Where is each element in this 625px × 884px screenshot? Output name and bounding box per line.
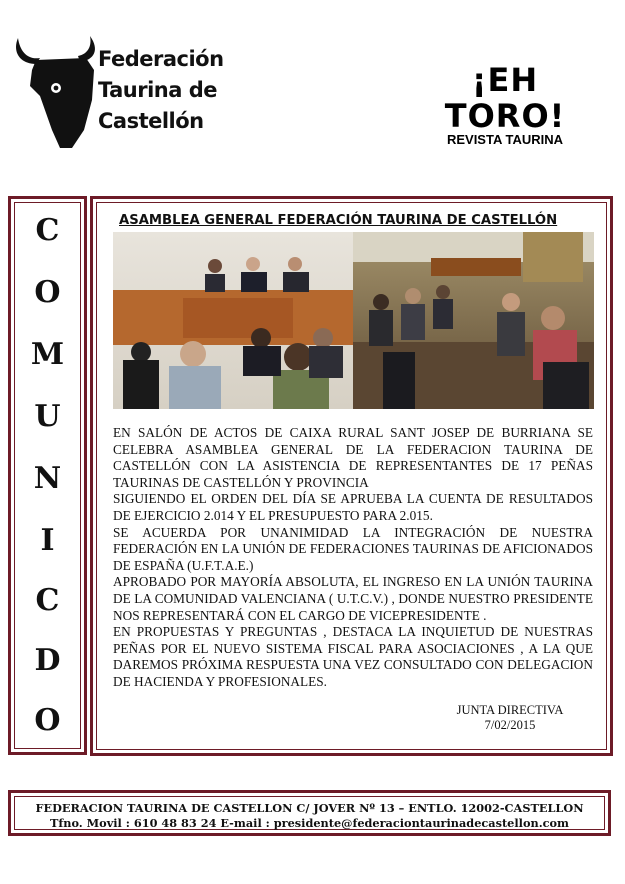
signature: JUNTA DIRECTIVA [456, 703, 564, 717]
paragraph-attendance: EN SALÓN DE ACTOS DE CAIXA RURAL SANT JOSEP DE BURRIANA SE CELEBRA ASAMBLEA GENERAL DE LA FEDERACION TAURINA DE CASTELLÓN CON LA ASISTENCIA DE REPRESENTANTES DE 17 PEÑAS TAURINAS DE CASTELLÓN Y PROVINCIA [113, 425, 593, 490]
sidebar-letter: N [33, 461, 62, 496]
paragraph-accounts: SIGUIENDO EL ORDEN DEL DÍA SE APRUEBA LA CUENTA DE RESULTADOS DE EJERCICIO 2.014 Y EL PRESUPUESTO PARA 2.015. [113, 491, 593, 523]
assembly-photo [113, 232, 594, 409]
footer-address: FEDERACION TAURINA DE CASTELLON C/ JOVER Nº 13 – ENTLO. 12002-CASTELLON [35, 801, 584, 815]
body-text [113, 425, 593, 691]
sidebar-letter: C [35, 583, 60, 618]
eh-toro-logo [420, 62, 590, 147]
sidebar-letter: I [40, 523, 55, 558]
sidebar-letter: U [34, 399, 61, 434]
paragraph-utcv: APROBADO POR MAYORÍA ABSOLUTA, EL INGRESO EN LA UNIÓN TAURINA DE LA COMUNIDAD VALENCIANA ( U.T.C.V.) , DONDE NUESTRO PRESIDENTE NOS REPRESENTARÁ CON EL CARGO DE VICEPRESIDENTE . [113, 574, 593, 623]
sidebar-letter: C [35, 213, 60, 248]
sidebar-inner-frame [14, 202, 81, 749]
sidebar-letter: D [34, 643, 61, 678]
main-inner-frame [96, 202, 607, 750]
sidebar-letter: O [34, 275, 61, 310]
fed-logo-line2: Taurina de [98, 78, 218, 102]
footer-contact: Tfno. Movil : 610 48 83 24 E-mail : presidente@federaciontaurinadecastellon.com [49, 816, 569, 830]
footer-inner-frame [14, 796, 605, 830]
sidebar-letter: M [30, 337, 65, 372]
signature-block [455, 703, 565, 733]
footer [8, 790, 611, 836]
federation-logo [14, 30, 224, 150]
date: 7/02/2015 [484, 718, 536, 732]
paragraph-proposals: EN PROPUESTAS Y PREGUNTAS , DESTACA LA INQUIETUD DE NUESTRAS PEÑAS POR EL NUEVO SISTEMA FISCAL PARA ASOCIACIONES , A LA QUE DAREMOS PRÓXIMA RESPUESTA UNA VEZ CONSULTADO CON DELEGACION DE HACIENDA Y PROFESIONALES. [113, 624, 593, 689]
eh-toro-subtitle: REVISTA TAURINA [446, 132, 564, 147]
comunicado-sidebar [8, 196, 87, 755]
fed-logo-line3: Castellón [98, 109, 204, 133]
main-panel [90, 196, 613, 756]
sidebar-letter: O [34, 703, 61, 738]
headline: ASAMBLEA GENERAL FEDERACIÓN TAURINA DE CASTELLÓN [119, 213, 558, 228]
fed-logo-line1: Federación [98, 47, 224, 71]
paragraph-integration: SE ACUERDA POR UNANIMIDAD LA INTEGRACIÓN DE NUESTRA FEDERACIÓN EN LA UNIÓN DE FEDERACIONES TAURINAS DE AFICIONADOS DE ESPAÑA (U.F.T.A.E.) [113, 524, 593, 573]
eh-toro-title: ¡EH TORO! [444, 61, 566, 135]
